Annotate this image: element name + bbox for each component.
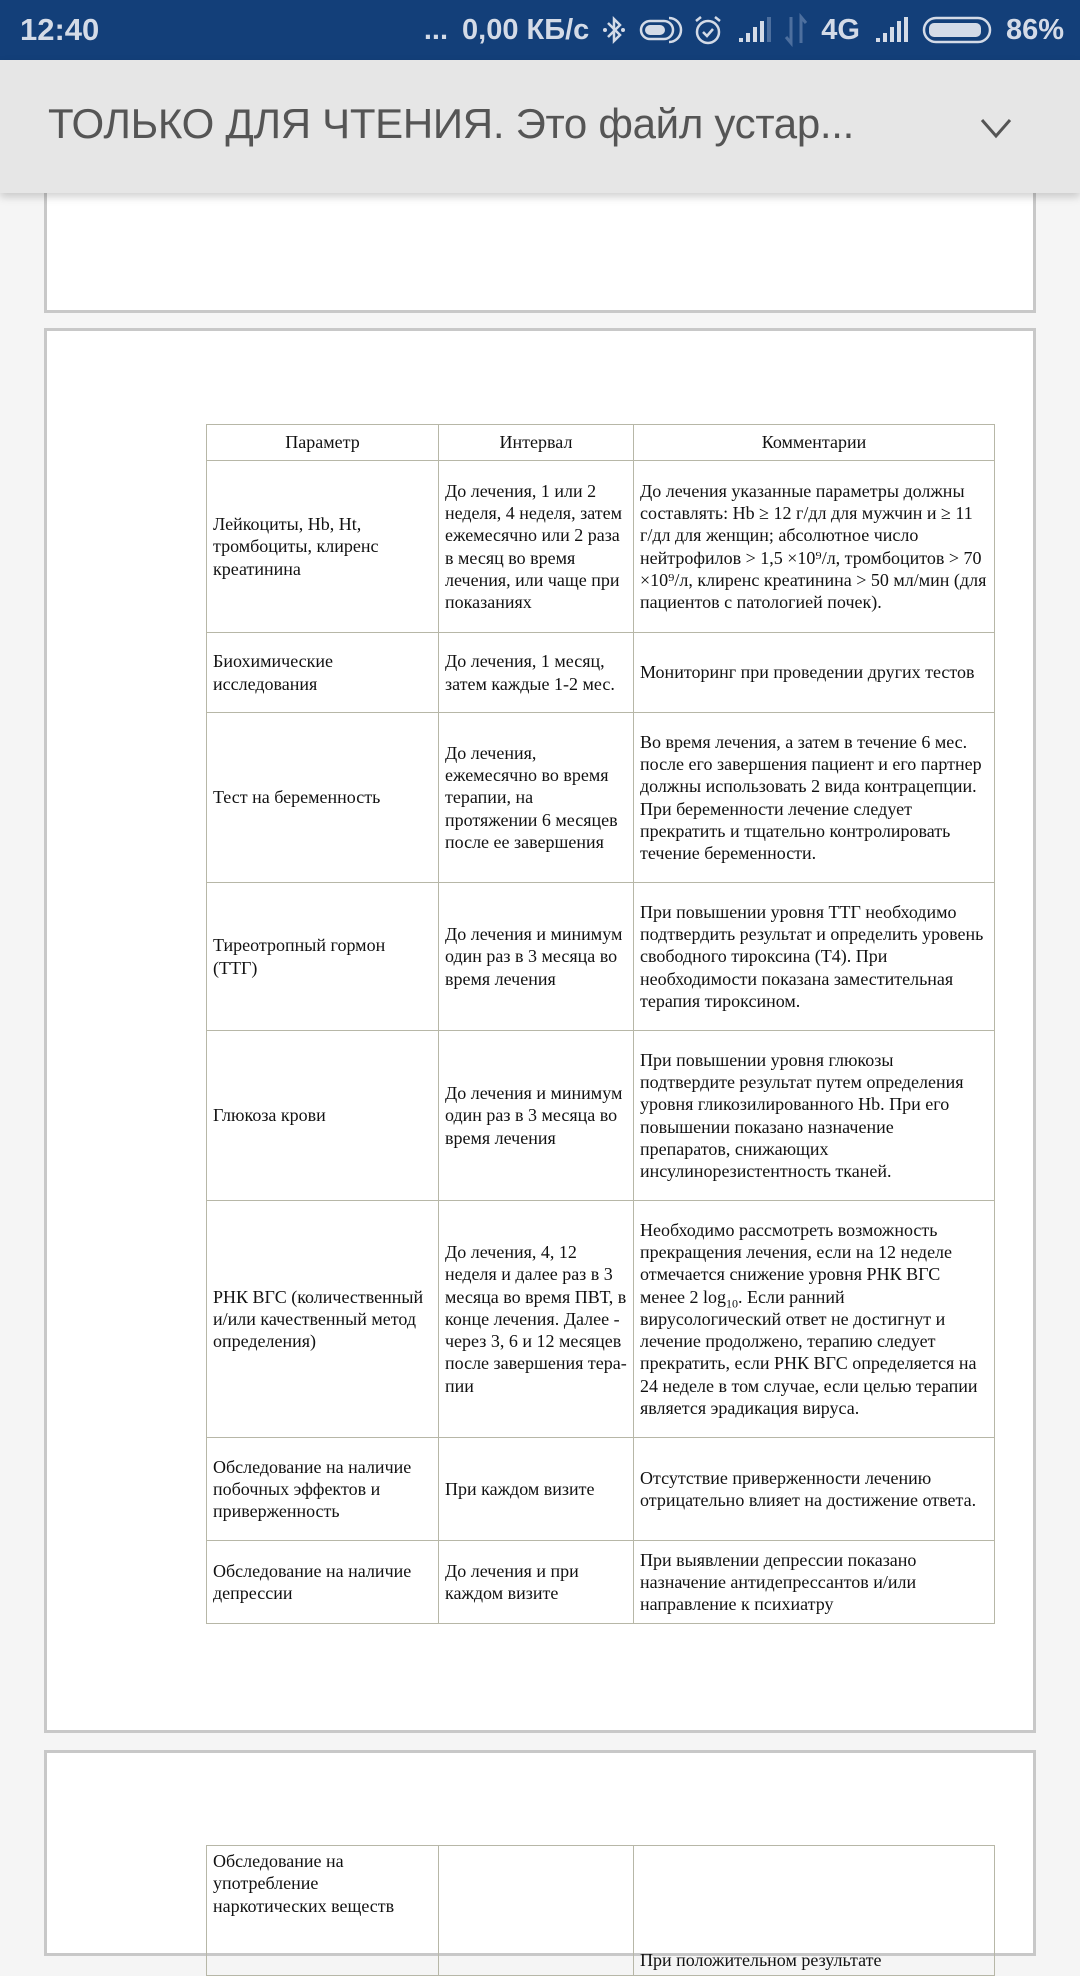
interval-cell: До лечения и при каждом визите [439,1541,634,1624]
table-row [207,1846,995,1976]
status-time: 12:40 [20,12,100,47]
comment-text: . Если ранний вирусологический ответ не достигнут и лечение продолжено, терапию следует прекратить, если РНК ВГС определяется на 24 неделе в том случае, если целью терапии является эрадикация вируса. [640,1286,978,1419]
param-cell: Обследование на наличие побочных эффектов и приверженность [207,1438,439,1541]
comment-cell: Во время лечения, а затем в течение 6 мес. после его завершения пациент и его партнер должны использовать 2 вида контрацепции. При беременности лечение следует прекратить и тщательно контролировать течение беременности. [634,713,995,883]
signal-icon [874,16,908,44]
table-row [207,713,995,883]
table-header-row [207,425,995,461]
overflow-dots-icon: ... [423,13,449,46]
comment-cell: При повышении уровня ТТГ необходимо подтвердить результат и определить уровень свободного тироксина (Т4). При необходимости показана заместительная терапия тироксином. [634,883,995,1031]
signal-icon [737,16,771,44]
param-cell: Биохимические исследования [207,633,439,713]
table-row [207,633,995,713]
status-bar [0,0,1080,60]
param-cell: Обследование на наличие депрессии [207,1541,439,1624]
table-row [207,1438,995,1541]
comment-cell: До лечения указанные параметры должны составлять: Hb ≥ 12 г/дл для мужчин и ≥ 11 г/дл для женщин; абсолютное число нейтрофилов > 1,5 ×10⁹/л, тромбоцитов > 70 ×10⁹/л, клиренс креатинина > 50 мл/мин (для пациентов с патологией почек). [634,461,995,633]
toggle-icon [639,15,679,45]
comment-cell: При выявлении депрессии показано назначение антидепрессантов и/или направление к психиатру [634,1541,995,1624]
monitoring-table-continued [206,1845,995,1976]
bluetooth-icon [603,15,625,45]
param-cell: Тиреотропный гормон (ТТГ) [207,883,439,1031]
battery-percent: 86% [1005,13,1064,46]
net-speed: 0,00 КБ/с [462,13,590,46]
comment-cell: При повышении уровня глюкозы подтвердите результат путем определения уровня гликозилированного Hb. При его повышении показано назначение препаратов, снижающих инсулинорезистентность тканей. [634,1031,995,1201]
read-only-banner[interactable] [0,60,1080,193]
chevron-down-icon[interactable] [976,108,1016,148]
document-page [44,1750,1036,1970]
interval-cell: До лечения и минимум один раз в 3 месяца во время лечения [439,883,634,1031]
table-row [207,883,995,1031]
network-type: 4G [821,13,860,46]
comment-cell: Мониторинг при проведении других тестов [634,633,995,713]
comment-text: Необходимо рассмотреть возможность прекращения лечения, если на 12 неделе отмечается снижение уровня РНК ВГС менее 2 log [640,1219,953,1307]
subscript: 10 [726,1296,738,1311]
table-row [207,461,995,633]
column-header: Параметр [207,425,439,461]
param-cell: РНК ВГС (количественный и/или качественный метод определения) [207,1201,439,1438]
table-row [207,1541,995,1624]
interval-cell: До лечения и минимум один раз в 3 месяца во время лечения [439,1031,634,1201]
comment-cell [634,1201,995,1438]
table-row [207,1201,995,1438]
column-header: Комментарии [634,425,995,461]
comment-cell: При положительном результате [634,1846,995,1976]
interval-cell: До лечения, 1 месяц, затем каждые 1-2 мес. [439,633,634,713]
monitoring-table [206,424,995,1624]
param-cell: Глюкоза крови [207,1031,439,1201]
comment-cell: Отсутствие приверженности лечению отрицательно влияет на достижение ответа. [634,1438,995,1541]
alarm-icon [693,14,723,46]
data-arrows-icon [785,15,807,45]
interval-cell [439,1846,634,1976]
banner-text: ТОЛЬКО ДЛЯ ЧТЕНИЯ. Это файл устар... [48,100,855,147]
param-cell: Лейкоциты, Hb, Ht, тромбоциты, клиренс креатинина [207,461,439,633]
table-row [207,1031,995,1201]
interval-cell: До лечения, 1 или 2 неделя, 4 неделя, затем ежемесячно или 2 раза в месяц во время лечения, или чаще при показаниях [439,461,634,633]
battery-icon [922,15,992,45]
param-cell: Тест на беременность [207,713,439,883]
interval-cell: До лечения, ежемесячно во время терапии, на протяжении 6 месяцев после ее завершения [439,713,634,883]
interval-cell: При каждом визите [439,1438,634,1541]
document-page [44,328,1036,1733]
interval-cell: До лечения, 4, 12 неделя и далее раз в 3 месяца во время ПВТ, в конце лечения. Далее - через 3, 6 и 12 месяцев после завершения тера-пии [439,1201,634,1438]
param-cell: Обследование на употребление наркотических веществ [207,1846,439,1976]
column-header: Интервал [439,425,634,461]
